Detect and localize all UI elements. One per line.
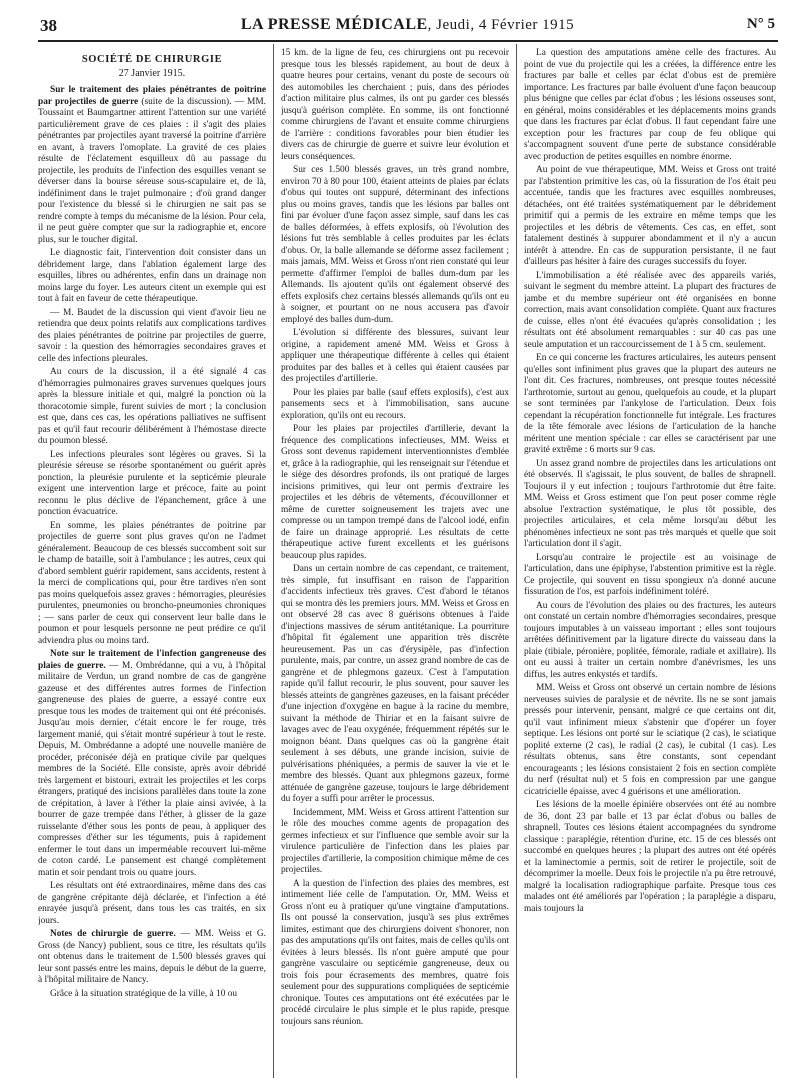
article-paragraph: MM. Weiss et Gross ont observé un certain nombre de lésions nerveuses suivies de paralysie et de névrite. Ils ne se sont jamais pressés pour intervenir, pensant, malgré ce que certains ont dit, qu'il vaut infiniment mieux s'abstenir que d'opérer un foyer septique. Les lésions ont porté sur le sciatique (2 cas), le sciatique poplité externe (2 cas), le radial (2 cas), le cubital (1 cas). Les résultats obtenus, sans être constants, sont cependant encourageants ; les lésions consistaient 2 fois en section complète du nerf (résultat nul) et 5 fois en compression par une gangue cicatricielle épaisse, avec 4 guérisons et une amélioration. — [524, 683, 776, 797]
page-header — [40, 14, 775, 40]
article-title: Notes de chirurgie de guerre. — [50, 929, 176, 939]
article-paragraph: Grâce à la situation stratégique de la ville, à 10 ou — [50, 988, 238, 999]
article-paragraph: Sur ces 1.500 blessés graves, un très grand nombre, environ 70 à 80 pour 100, étaient atteints de plaies par éclats d'obus qui toutes ont suppuré, déterminant des infections plus ou moins graves, tandis que les lésions par balles ont fini par évoluer d'une façon assez simple, sauf dans les cas de balles déformées, à effets explosifs, où l'évolution des lésions fut très semblable à celles produites par les éclats d'obus. Or, la balle allemande se déforme assez facilement ; mais jamais, MM. Weiss et Gross n'ont rien constaté qui leur permette d'affirmer l'emploi de balles dum-dum par les Allemands. Ils ajoutent qu'ils ont également observé des effets explosifs chez certains blessés allemands qu'ils ont eu à soigner, et pourtant on ne nous accusera pas d'avoir employé des balles dum-dum. — [281, 165, 509, 325]
article-title: Note sur le traitement de l'infection gangreneuse des plaies de guerre. — [38, 649, 266, 671]
column-divider — [516, 44, 517, 1078]
journal-name: LA PRESSE MÉDICALE — [240, 16, 428, 33]
article-paragraph: — M. Baudet de la discussion qui vient d'avoir lieu ne retiendra que deux points relatifs aux complications tardives des plaies pénétrantes de poitrine par projectiles de guerre, savoir : la question des hémorragies secondaires graves et celle des infections pleurales. — [38, 307, 266, 364]
running-title — [40, 16, 775, 34]
article-paragraph: Le diagnostic fait, l'intervention doit consister dans un débridement large, dans l'ablation également large des esquilles, libres ou adhérentes, enfin dans un drainage non moins large du foyer. Les auteurs citent un exemple qui est tout à fait en faveur de cette thérapeutique. — [38, 248, 266, 304]
article-paragraph: Un assez grand nombre de projectiles dans les articulations ont été observés. Il s'agissait, le plus souvent, de balles de shrapnell. Toujours il y eut infection ; toujours l'arthrotomie dut être faite. MM. Weiss et Gross estiment que l'on peut poser comme règle absolue l'extraction systématique, le plus tôt possible, des projectiles articulaires, et cela même lorsqu'au début les phénomènes infectieux ne sont pas très marqués et quelle que soit l'articulation dont il s'agit. — [524, 458, 776, 549]
column-divider — [273, 44, 274, 1078]
header-rule — [38, 40, 778, 42]
article-paragraph: A la question de l'infection des plaies des membres, est intimement liée celle de l'amputation. Or, MM. Weiss et Gross n'ont eu à pratiquer qu'une vingtaine d'amputations. Ils ont poussé la conservation, jusqu'à ses plus extrêmes limites, estimant que des chirurgiens doivent s'honorer, non pas des amputations qu'ils ont faites, mais de celles qu'ils ont évitées à leurs blessés. Ils n'ont guère amputé que pour gangrène vasculaire ou septicémie gangreneuse, deux ou trois fois pour écrasements des membres, quatre fois seulement pour des suppurations compliquées de septicémie chronique. Toutes ces amputations ont été exécutées par le procédé circulaire le plus simple et le plus rapide, presque toujours sans réunion. — [281, 878, 509, 1027]
article-paragraph: L'immobilisation a été réalisée avec des appareils variés, suivant le segment du membre atteint. La plupart des fractures de jambe et du membre supérieur ont été organisées en bonne correction, mais avant consolidation complète. Quant aux fractures de cuisse, elles n'ont été évacuées qu'après consolidation ; les résultats ont été absolument remarquables : sur 40 cas pas une seule amputation et un raccourcissement de 1 à 5 cm. seulement. — [524, 270, 776, 350]
article-title: Sur le traitement des plaies pénétrantes de poitrine par projectiles de guerre — [38, 85, 266, 107]
article-paragraph: Les infections pleurales sont légères ou graves. Si la pleurésie séreuse se résorbe spontanément ou guérit après ponction, la pleurésie purulente et la septicémie pleurale exigent une intervention large et précoce, faite au point reconnu le plus déclive de l'épanchement, grâce à une ponction évacuatrice. — [38, 449, 266, 517]
article-paragraph: Au point de vue thérapeutique, MM. Weiss et Gross ont traité par l'abstention primitive les cas, où la fissuration de l'os était peu accentuée, tandis que les fractures avec esquilles nombreuses, détachées, ont été traitées systématiquement par le débridement primitif qui a permis de les extraire en même temps que les projectiles et les débris de vêtements. Ces cas, en effet, sont fatalement destinés à suppurer abondamment et il n'y a aucun intérêt à attendre. En cas de suppuration persistante, il ne faut d'ailleurs pas hésiter à faire des curages successifs du foyer. — [524, 165, 776, 267]
article-paragraph: Sur le traitement des plaies pénétrantes de poitrine par projectiles de guerre (suite de la discussion). — MM. Toussaint et Baumgartner attirent l'attention sur une variété particulièrement grave de ces plaies : il s'agit des plaies pénétrantes par projectiles ayant traversé la poitrine d'arrière en avant, à travers l'omoplate. La gravité de ces plaies résulte de l'éclatement esquilleux dû au passage du projectile, les produits de l'infection des esquilles venant se déverser dans la bourse séreuse sous-scapulaire et, de là, indéfiniment dans le trajet pulmonaire ; d'où grand danger pour l'existence du blessé si le chirurgien ne sait pas se rendre compte à temps du mécanisme de la lésion. Pour cela, il ne peut guère compter que sur la radiographie et, encore plus, sur le toucher digital. — [38, 85, 266, 245]
article-paragraph: Incidemment, MM. Weiss et Gross attirent l'attention sur le rôle des mouches comme agents de propagation des germes infectieux et sur l'influence que semble avoir sur la virulence particulière de l'infection dans les plaies par projectiles d'artillerie, la composition chimique même de ces projectiles. — [281, 807, 509, 875]
article-paragraph: Au cours de la discussion, il a été signalé 4 cas d'hémorragies pulmonaires graves survenues quelques jours après la blessure initiale et qui, malgré la ponction où la thoracotomie simple, furent suivies de mort ; la conclusion est que, dans ces cas, les opérations palliatives ne suffisent pas et qu'il faut recourir délibérément à l'hémostase directe du poumon blessé. — [38, 367, 266, 446]
issue-date: , Jeudi, 4 Février 1915 — [427, 17, 575, 33]
article-paragraph: Lorsqu'au contraire le projectile est au voisinage de l'articulation, dans une épiphyse, l'abstention primitive est la règle. Ce projectile, qui souvent en tissu spongieux n'a donné aucune fissuration de l'os, est parfois indéfiniment toléré. — [524, 552, 776, 597]
article-paragraph: En ce qui concerne les fractures articulaires, les auteurs pensent qu'elles sont infiniment plus graves que la plupart des auteurs ne l'ont dit. Ces fractures, nombreuses, ont presque toutes nécessité l'arthrotomie, surtout au genou, quelquefois au coude, et la plupart se sont terminées par l'ankylose de l'articulation. Deux fois cependant la récupération fonctionnelle fut intégrale. Les fractures de la tête fémorale avec lésions de l'articulation de la hanche méritent une mention spéciale : car elles se caractérisent par une gravité extrême : 6 morts sur 9 cas. — [524, 353, 776, 455]
session-date: 27 Janvier 1915. — [118, 67, 186, 79]
column-1 — [38, 48, 266, 1076]
section-heading: SOCIÉTÉ DE CHIRURGIE — [81, 54, 223, 65]
article-paragraph: En somme, les plaies pénétrantes de poitrine par projectiles de guerre sont plus graves qu'on ne l'admet généralement. Beaucoup de ces blessés succombent soit sur le champ de bataille, soit à l'ambulance ; les autres, ceux qui d'abord semblent guérir rapidement, sans accidents, restent à la merci de complications qui, pour être tardives n'en sont pas moins quelquefois assez graves : hémorragies, pleurésies purulentes, pneumonies ou broncho-pneumonies chroniques ; — sans parler de ceux qui conservent leur balle dans le poumon et pour lesquels personne ne peut prédire ce qu'il adviendra plus ou moins tard. — [38, 520, 266, 646]
article-paragraph: Note sur le traitement de l'infection gangreneuse des plaies de guerre. — M. Ombrédanne, qui a vu, à l'hôpital militaire de Verdun, un grand nombre de cas de gangrène gazeuse et des différentes autres formes de l'infection gangreneuse des plaies de guerre, a essayé contre eux presque tous les modes de traitement qui ont été préconisés. Jusqu'au mois dernier, c'était encore le fer rouge, très largement manié, qui s'était montré supérieur à tout le reste. Depuis, M. Ombrédanne a adopté une nouvelle manière de procéder, préconisée déjà en pratique civile par quelques membres de la Société. Elle consiste, après avoir débridé très largement et bistouri, extrait les projectiles et les corps étrangers, pratiqué des incisions parallèles dans toute la zone de crépitation, à laver à l'éther la plaie ainsi avivée, à la bourrer de gaze trempée dans l'éther, à glisser de la gaze ruisselante d'éther sous les ponts de peau, à appliquer des compresses d'éther sur les téguments, puis à rapidement enfermer le tout dans un imperméable recouvert lui-même de coton cardé. Le pansement est changé complètement matin et soir pendant trois ou quatre jours. — [38, 649, 266, 878]
article-paragraph: Les résultats ont été extraordinaires, même dans des cas de gangrène crépitante déjà déclarée, et l'infection a été enrayée jusqu'à présent, dans tous les cas traités, en six jours. — [38, 881, 266, 926]
page-number: 38 — [40, 16, 57, 35]
column-2 — [281, 48, 509, 1076]
article-paragraph: Au cours de l'évolution des plaies ou des fractures, les auteurs ont constaté un certain nombre d'hémorragies secondaires, presque toujours imputables à un vaisseau important ; elles sont toujours arrêtées définitivement par la ligature directe du vaisseau dans la plaie (tibiale, péronière, poplitée, fémorale, radiale et axillaire). Ils ont eu aussi à traiter un certain nombre d'anévrismes, les uns diffus, les autres enkystés et tardifs. — [524, 600, 776, 680]
article-paragraph: Dans un certain nombre de cas cependant, ce traitement, très simple, fut insuffisant en raison de l'apparition d'accidents infectieux très graves. C'est d'abord le tétanos qui se montra dès les premiers jours. MM. Weiss et Gross en ont observé 28 cas avec 8 guérisons obtenues à l'aide d'injections massives de sérum antitétanique. La pourriture d'hôpital fit également une apparition très discrète heureusement. Pas un cas d'érysipèle, pas d'infection purulente, mais, par contre, un assez grand nombre de cas de gangrène et de phlegmons gazeux. C'est à l'amputation rapide qu'il fallut recourir, le plus souvent, pour sauver les blessés atteints de gangrènes gazeuses, en la faisant précéder d'une injection d'oxygène en bague à la racine du membre, suivant la méthode de Thiriar et en la faisant suivre de lavages avec de l'eau oxygénée, fréquemment répétés sur le moignon béant. Dans quelques cas où la gangrène était seulement à ses débuts, une grande incision, suivie de pulvérisations phéniquées, a permis de sauver la vie et le membre des blessés. Quant aux phlegmons gazeux, forme atténuée de gangrène gazeuse, toujours le large débridement du foyer a suffi pour arrêter le processus. — [281, 564, 509, 804]
article-paragraph: Les lésions de la moelle épinière observées ont été au nombre de 36, dont 23 par balle et 13 par éclat d'obus ou balles de shrapnell. Toutes ces lésions étaient accompagnées du syndrome classique : paraplégie, rétention d'urine, etc. 15 de ces blessés ont succombé en quelques heures ; la plupart des autres ont été opérés et la laminectomie a permis, soit de retirer le projectile, soit de décomprimer la moelle. Deux fois le projectile n'a pu être retrouvé, malgré la localisation radiographique parfaite. Presque tous ces malades ont été améliorés par l'opération ; la paraplégie a disparu, mais toujours la — [524, 800, 776, 914]
article-paragraph: La question des amputations amène celle des fractures. Au point de vue du projectile qui les a créées, la différence entre les fractures par balle et celles par éclat d'obus est de première importance. Les fractures par balle évoluent d'une façon beaucoup plus bénigne que celles par éclat d'obus ; les lésions osseuses sont, en général, moins considérables et les déplacements moins grands que dans les fractures par éclat d'obus. Il faut cependant faire une exception pour les fractures par coup de feu oblique qui s'accompagnent souvent d'une perte de substance considérable avec production de petites esquilles en nombre énorme. — [524, 48, 776, 162]
column-3 — [524, 48, 776, 1076]
issue-number: N° 5 — [746, 16, 775, 32]
article-paragraph: Pour les plaies par balle (sauf effets explosifs), c'est aux pansements secs et à l'immobilisation, sans aucune exploration, qu'ils ont eu recours. — [281, 387, 509, 421]
article-paragraph: L'évolution si différente des blessures, suivant leur origine, a rapidement amené MM. Weiss et Gross à appliquer une thérapeutique différente à celles qui étaient produites par des balles et à celles qui étaient causées par des projectiles d'artillerie. — [281, 328, 509, 384]
article-paragraph: Notes de chirurgie de guerre. — MM. Weiss et G. Gross (de Nancy) publient, sous ce titre, les résultats qu'ils ont obtenus dans le traitement de 1.500 blessés graves qui leur sont passés entre les mains, depuis le début de la guerre, à l'hôpital militaire de Nancy. — [38, 929, 266, 985]
article-paragraph: Pour les plaies par projectiles d'artillerie, devant la fréquence des complications infectieuses, MM. Weiss et Gross sont devenus rapidement interventionnistes d'emblée et, grâce à la radiographie, qui les renseignait sur l'étendue et le siège des désordres profonds, ils ont pratiqué de larges incisions primitives, qui leur ont permis d'extraire les projectiles et les débris de vêtements, d'écouvillonner et même de curetter soigneusement les trajets avec une compresse ou un tampon trempé dans de l'alcool iodé, enfin de faire un drainage approprié. Les résultats de cette thérapeutique active furent excellents et les guérisons beaucoup plus rapides. — [281, 424, 509, 561]
article-paragraph: 15 km. de la ligne de feu, ces chirurgiens ont pu recevoir presque tous les blessés rapidement, au bout de deux à quatre heures pour certains, venant du poste de secours où des automobiles les cherchaient ; puis, dans des périodes d'action militaire plus calmes, ils ont pu garder ces blessés jusqu'à guérison complète. En somme, ils ont fonctionné comme chirurgiens de l'avant et ensuite comme chirurgiens de l'arrière : conditions favorables pour bien étudier les divers cas de chirurgie de guerre et suivre leur évolution et leurs conséquences. — [281, 48, 509, 162]
